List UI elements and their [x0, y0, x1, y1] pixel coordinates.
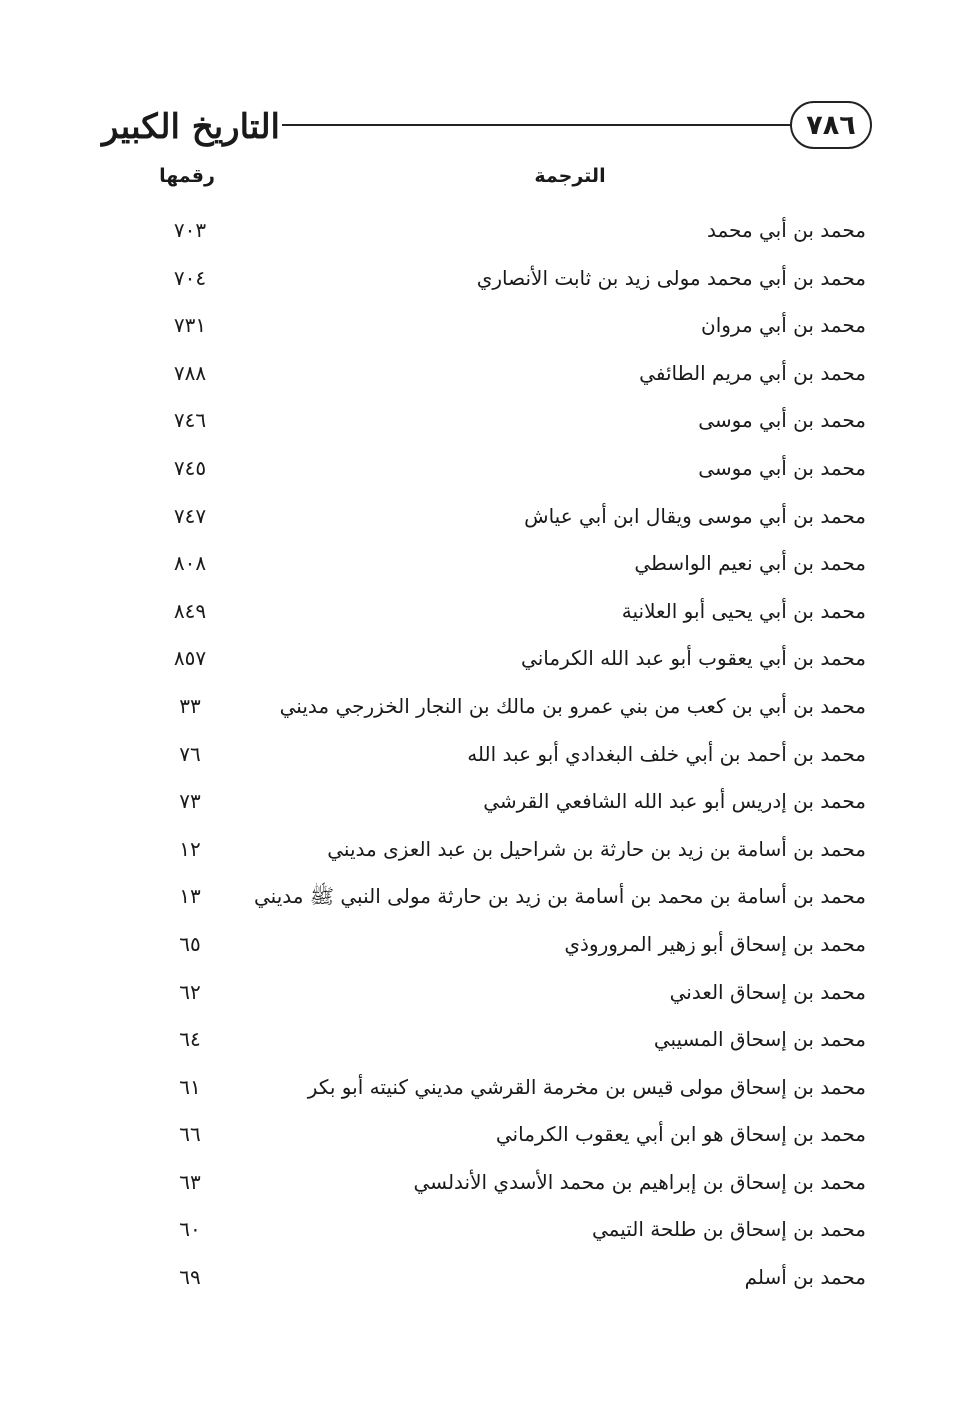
entry-number: ٦٦ [179, 1122, 201, 1147]
entry-number: ٦٤ [179, 1027, 201, 1052]
entry-name: محمد بن أبي مريم الطائفي [639, 360, 866, 385]
list-item [0, 1207, 978, 1255]
header-rule [282, 124, 802, 126]
entry-number: ٧٤٧ [173, 503, 207, 528]
entry-number: ٧٦ [179, 741, 201, 766]
entry-number: ٧٠٣ [173, 218, 207, 242]
entry-number: ٨٠٨ [173, 551, 207, 576]
entry-number: ٨٥٧ [173, 646, 207, 671]
entry-name: محمد بن إسحاق هو ابن أبي يعقوب الكرماني [495, 1122, 866, 1147]
entry-number: ٦٢ [179, 979, 201, 1004]
entry-number: ٧٣ [179, 789, 201, 814]
list-item [0, 827, 978, 875]
entry-name: محمد بن أبي موسى [698, 455, 866, 480]
entry-number: ١٣ [179, 884, 201, 909]
list-item [0, 398, 978, 446]
entry-name: محمد بن إسحاق مولى قيس بن مخرمة القرشي مديني كنيته أبو بكر [307, 1074, 866, 1099]
entry-name: محمد بن أسامة بن محمد بن أسامة بن زيد بن حارثة مولى النبي ﷺ مديني [254, 884, 866, 909]
list-item [0, 970, 978, 1018]
list-item [0, 1255, 978, 1303]
entry-number: ٦٩ [179, 1265, 201, 1290]
page-header [0, 95, 978, 165]
list-item [0, 589, 978, 637]
entry-name: محمد بن أبي محمد [706, 218, 866, 242]
list-item [0, 1017, 978, 1065]
entry-number: ٦٥ [179, 931, 201, 956]
entry-number: ٧٨٨ [173, 360, 207, 385]
entry-name: محمد بن أبي محمد مولى زيد بن ثابت الأنصاري [476, 265, 866, 290]
list-item [0, 1112, 978, 1160]
list-item [0, 303, 978, 351]
list-item [0, 256, 978, 304]
list-item [0, 874, 978, 922]
list-item [0, 494, 978, 542]
list-item [0, 541, 978, 589]
entry-number: ٧٣١ [173, 313, 207, 338]
entry-number: ٣٣ [179, 693, 201, 718]
entry-name: محمد بن إسحاق أبو زهير المروروذي [564, 931, 866, 956]
list-item [0, 636, 978, 684]
entry-name: محمد بن أبي يعقوب أبو عبد الله الكرماني [521, 646, 866, 671]
entry-name: محمد بن أبي موسى ويقال ابن أبي عياش [524, 503, 866, 528]
entry-name: محمد بن أبي مروان [701, 313, 866, 338]
list-item [0, 208, 978, 256]
entry-number: ٧٤٥ [173, 455, 207, 480]
entry-name: محمد بن أسامة بن زيد بن حارثة بن شراحيل بن عبد العزى مديني [327, 836, 866, 861]
entry-name: محمد بن أبي موسى [698, 408, 866, 433]
entry-name: محمد بن إسحاق بن طلحة التيمي [591, 1217, 866, 1242]
column-header-number: رقمها [159, 165, 215, 187]
list-item [0, 446, 978, 494]
entry-name: محمد بن إسحاق المسيبي [653, 1027, 866, 1052]
entry-number: ٨٤٩ [173, 598, 207, 623]
entry-number: ٦١ [179, 1074, 201, 1099]
entry-name: محمد بن أبي بن كعب من بني عمرو بن مالك بن النجار الخزرجي مديني [279, 693, 866, 718]
list-item [0, 732, 978, 780]
entry-name: محمد بن إدريس أبو عبد الله الشافعي القرشي [483, 789, 866, 814]
entry-name: محمد بن أبي يحيى أبو العلانية [621, 598, 866, 623]
page-number: ٧٨٦ [790, 101, 872, 149]
entry-name: محمد بن أسلم [744, 1265, 866, 1290]
book-title: التاريخ الكبير [102, 107, 280, 147]
entry-number: ٧٠٤ [173, 265, 207, 290]
entry-list [0, 208, 978, 1303]
entry-number: ١٢ [179, 836, 201, 861]
list-item [0, 351, 978, 399]
entry-name: محمد بن أبي نعيم الواسطي [634, 551, 866, 576]
entry-name: محمد بن أحمد بن أبي خلف البغدادي أبو عبد الله [467, 741, 866, 766]
entry-number: ٦٠ [179, 1217, 201, 1242]
list-item [0, 1065, 978, 1113]
column-header-name: الترجمة [534, 165, 606, 187]
list-item [0, 922, 978, 970]
list-item [0, 779, 978, 827]
entry-number: ٦٣ [179, 1169, 201, 1194]
entry-name: محمد بن إسحاق العدني [669, 979, 866, 1004]
entry-number: ٧٤٦ [173, 408, 207, 433]
list-item [0, 684, 978, 732]
list-item [0, 1160, 978, 1208]
entry-name: محمد بن إسحاق بن إبراهيم بن محمد الأسدي الأندلسي [413, 1169, 866, 1194]
